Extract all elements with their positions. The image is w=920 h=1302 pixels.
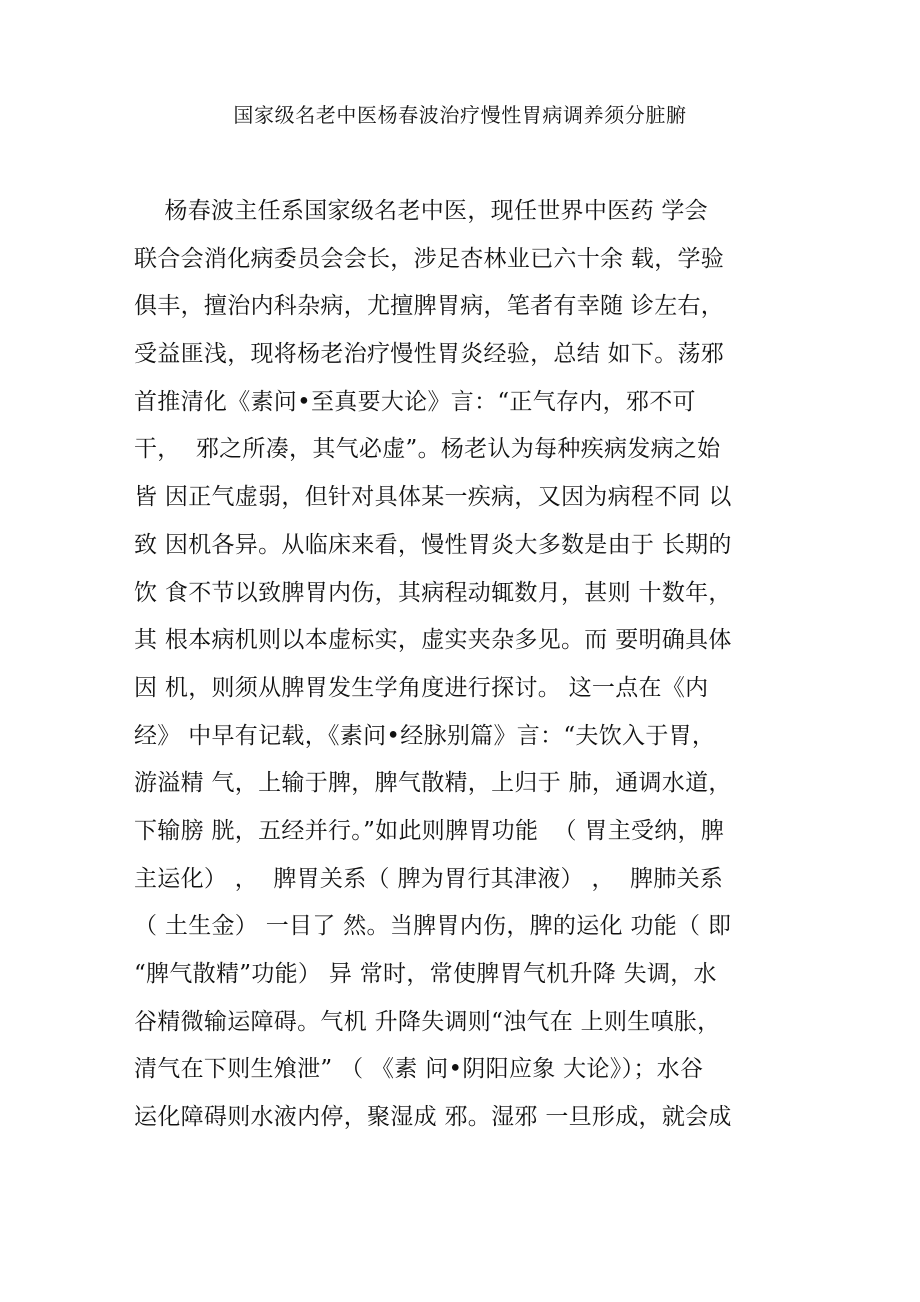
body-line: 饮 食不节以致脾胃内伤，其病程动辄数月，甚则 十数年， [134, 579, 732, 606]
body-line: （ 土生金） 一目了 然。当脾胃内伤，脾的运化 功能（ 即 [134, 913, 732, 940]
body-line: 杨春波主任系国家级名老中医，现任世界中医药 学会 [134, 198, 708, 224]
body-line: 运化障碍则水液内停，聚湿成 邪。湿邪 一旦形成，就会成 [134, 1104, 732, 1131]
body-line: 联合会消化病委员会会长，涉足杏林业已六十余 载，学验 [134, 245, 725, 272]
body-line: 干， 邪之所凑，其气必虚”。杨老认为每种疾病发病之始 [134, 436, 721, 463]
document-body [134, 188, 794, 1142]
body-line: 下输膀 胱，五经并行。”如此则脾胃功能 （ 胃主受纳，脾 [134, 817, 725, 844]
body-line: “脾气散精”功能） 异 常时，常使脾胃气机升降 失调，水 [134, 961, 717, 987]
body-line: 首推清化《素问•至真要大论》言：“正气存内，邪不可 [134, 388, 696, 415]
body-line: 谷精微输运障碍。气机 升降失调则“浊气在 上则生嗔胀， [134, 1008, 721, 1035]
document-title: 国家级名老中医杨春波治疗慢性胃病调养须分脏腑 [233, 103, 687, 127]
body-line: 经》 中早有记载，《素问•经脉别篇》言：“夫饮入于胃， [134, 722, 716, 749]
body-line: 游溢精 气，上输于脾，脾气散精，上归于 肺，通调水道， [134, 770, 732, 797]
body-line: 其 根本病机则以本虚标实，虚实夹杂多见。而 要明确具体 [134, 627, 732, 654]
body-line: 主运化） ， 脾胃关系（ 脾为胃行其津液） ， 脾肺关系 [134, 865, 724, 892]
body-line: 清气在下则生飧泄” （ 《素 问•阴阳应象 大论》）；水谷 [134, 1056, 704, 1083]
body-line: 致 因机各异。从临床来看，慢性胃炎大多数是由于 长期的 [134, 531, 732, 558]
body-line: 因 机，则须从脾胃发生学角度进行探讨。 这一点在《内 [134, 674, 709, 701]
body-line: 受益匪浅，现将杨老治疗慢性胃炎经验，总结 如下。荡邪 [134, 341, 725, 368]
body-line: 皆 因正气虚弱，但针对具体某一疾病，又因为病程不同 以 [134, 484, 732, 511]
body-line: 俱丰，擅治内科杂病，尤擅脾胃病，笔者有幸随 诊左右， [134, 293, 725, 320]
